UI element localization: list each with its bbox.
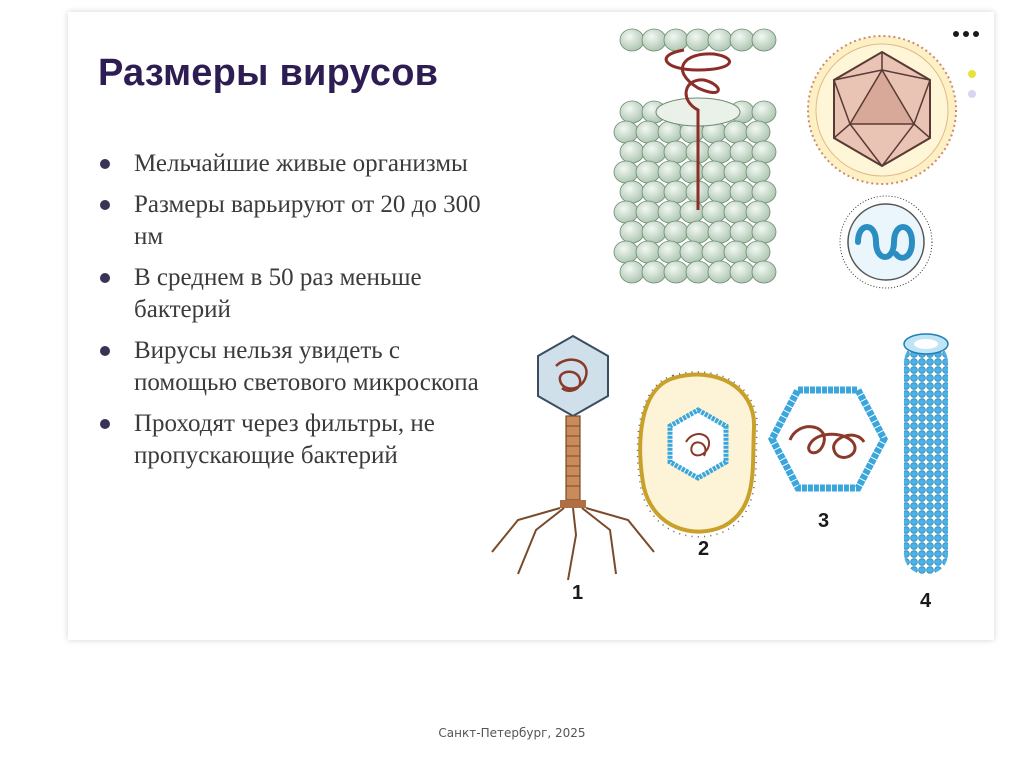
bullet-text: Мельчайшие живые организмы <box>134 150 468 177</box>
bullet-dot-icon <box>100 200 110 210</box>
figure-label-4: 4 <box>920 590 932 612</box>
helical-enveloped-virus-illustration <box>836 192 936 292</box>
footer-text: Санкт-Петербург, 2025 <box>438 726 586 740</box>
bullet-text: Вирусы нельзя увидеть с помощью светового микроскопа <box>134 337 479 396</box>
bullet-dot-icon <box>100 419 110 429</box>
bullet-text: Размеры варьируют от 20 до 300 нм <box>134 191 481 250</box>
bullet-item <box>98 335 508 399</box>
bullet-text: В среднем в 50 раз меньше бактерий <box>134 264 422 323</box>
bullet-item <box>98 408 508 472</box>
slide <box>68 12 994 640</box>
bullet-dot-icon <box>100 159 110 169</box>
enveloped-icosahedral-virus-illustration <box>634 368 764 538</box>
icosahedral-enveloped-virus-illustration <box>802 30 962 190</box>
icosahedral-virus-illustration <box>768 384 888 494</box>
figure-label-1: 1 <box>572 582 584 604</box>
tmv-helical-virus-illustration <box>614 40 794 290</box>
slide-title: Размеры вирусов <box>98 52 439 94</box>
bullet-item <box>98 148 508 180</box>
filamentous-virus-illustration <box>894 326 958 588</box>
figure-label-3: 3 <box>818 510 830 532</box>
bullet-item <box>98 262 508 326</box>
bullet-text: Проходят через фильтры, не пропускающие бактерий <box>134 410 435 469</box>
bullet-item <box>98 189 508 253</box>
bullet-dot-icon <box>100 273 110 283</box>
decorative-dots-icon <box>948 28 988 108</box>
bullet-dot-icon <box>100 346 110 356</box>
bacteriophage-illustration <box>488 330 658 580</box>
bullet-list <box>98 148 508 481</box>
figure-label-2: 2 <box>698 538 710 560</box>
